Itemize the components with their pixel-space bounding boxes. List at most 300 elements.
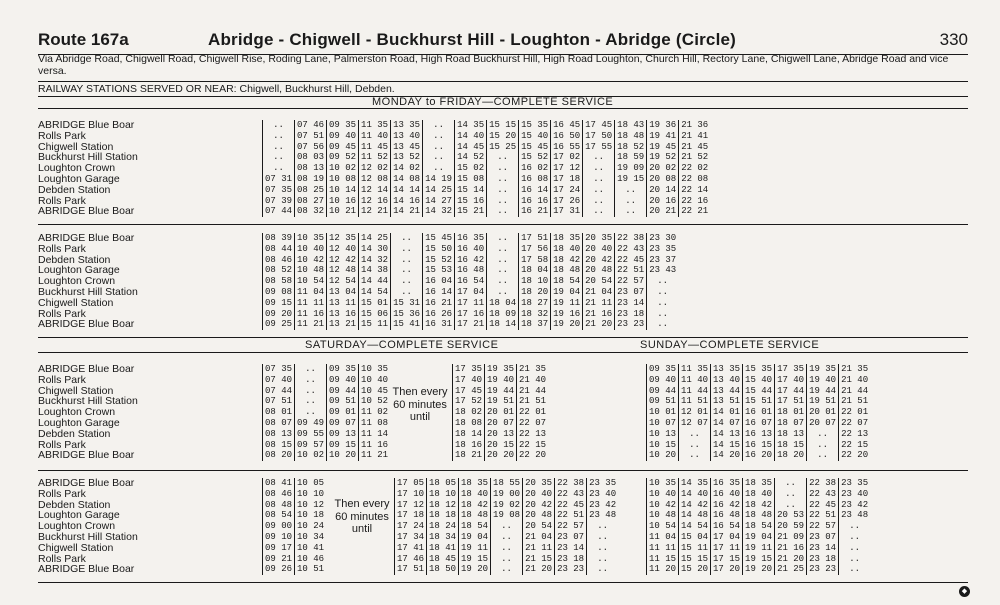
- time-cell: 19 35: [807, 364, 839, 375]
- time-cell: 19 11: [459, 543, 491, 554]
- time-cell: 11 20: [647, 564, 679, 575]
- time-cell: ..: [295, 386, 327, 397]
- stop-name: Buckhurst Hill Station: [38, 531, 138, 543]
- time-cell: 23 35: [587, 478, 619, 489]
- timetable-grid: [452, 364, 548, 461]
- time-cell: 23 48: [839, 510, 871, 521]
- stop-name: Buckhurst Hill Station: [38, 286, 138, 298]
- time-cell: ..: [775, 478, 807, 489]
- time-cell: 19 20: [551, 319, 583, 330]
- time-cell: 14 15: [711, 440, 743, 451]
- stop-name: Loughton Garage: [38, 510, 120, 522]
- stop-name: Rolls Park: [38, 308, 86, 320]
- time-cell: 22 20: [517, 450, 549, 461]
- time-cell: 17 04: [711, 532, 743, 543]
- time-cell: 10 51: [295, 564, 327, 575]
- time-cell: 14 07: [711, 418, 743, 429]
- time-cell: 16 54: [711, 521, 743, 532]
- time-cell: 18 54: [459, 521, 491, 532]
- table-row: [263, 429, 391, 440]
- time-cell: 10 46: [295, 554, 327, 565]
- time-cell: 18 34: [427, 532, 459, 543]
- table-row: [647, 407, 871, 418]
- timetable-sat-clockwise-b: [452, 364, 548, 461]
- time-cell: 10 42: [647, 500, 679, 511]
- time-cell: 18 18: [427, 510, 459, 521]
- time-cell: ..: [647, 298, 679, 309]
- time-cell: 14 42: [679, 500, 711, 511]
- time-cell: 10 54: [295, 276, 327, 287]
- timetable-sun-clockwise: [646, 364, 870, 461]
- time-cell: 14 19: [423, 174, 455, 185]
- time-cell: 19 15: [459, 554, 491, 565]
- time-cell: 09 44: [647, 386, 679, 397]
- time-cell: 08 32: [295, 206, 327, 217]
- time-cell: 09 49: [295, 418, 327, 429]
- time-cell: 14 48: [679, 510, 711, 521]
- time-cell: 18 35: [459, 478, 491, 489]
- table-row: [263, 450, 391, 461]
- time-cell: 20 35: [523, 478, 555, 489]
- time-cell: ..: [491, 521, 523, 532]
- time-cell: ..: [615, 196, 647, 207]
- time-cell: 11 04: [647, 532, 679, 543]
- time-cell: 21 40: [517, 375, 549, 386]
- table-row: [263, 418, 391, 429]
- time-cell: 22 02: [679, 163, 711, 174]
- time-cell: 14 02: [391, 163, 423, 174]
- time-cell: 10 02: [327, 163, 359, 174]
- stop-name: Rolls Park: [38, 130, 86, 142]
- time-cell: 08 13: [295, 163, 327, 174]
- time-cell: 16 14: [423, 287, 455, 298]
- table-row: [263, 309, 679, 320]
- time-cell: 16 16: [519, 196, 551, 207]
- time-cell: 20 21: [647, 206, 679, 217]
- time-cell: 16 45: [551, 120, 583, 131]
- time-cell: ..: [583, 185, 615, 196]
- time-cell: 07 56: [295, 142, 327, 153]
- time-cell: 18 35: [551, 233, 583, 244]
- time-cell: 14 01: [711, 407, 743, 418]
- time-cell: 19 00: [491, 489, 523, 500]
- table-row: [453, 440, 549, 451]
- time-cell: 22 57: [807, 521, 839, 532]
- time-cell: 07 44: [263, 386, 295, 397]
- time-cell: ..: [263, 131, 295, 142]
- frequency-note-sat-bottom: Then every 60 minutes until: [334, 498, 390, 535]
- time-cell: 09 40: [327, 131, 359, 142]
- time-cell: ..: [679, 429, 711, 440]
- time-cell: ..: [583, 152, 615, 163]
- time-cell: 21 45: [679, 142, 711, 153]
- time-cell: 13 51: [711, 396, 743, 407]
- time-cell: 17 40: [453, 375, 485, 386]
- time-cell: 17 56: [519, 244, 551, 255]
- table-row: [263, 386, 391, 397]
- time-cell: 16 08: [519, 174, 551, 185]
- time-cell: ..: [647, 319, 679, 330]
- time-cell: 19 08: [491, 510, 523, 521]
- table-row: [647, 429, 871, 440]
- time-cell: ..: [423, 163, 455, 174]
- timetable-grid: [262, 364, 390, 461]
- divider: [38, 224, 968, 225]
- time-cell: 22 51: [615, 265, 647, 276]
- time-cell: 17 41: [395, 543, 427, 554]
- stop-name: Chigwell Station: [38, 141, 114, 153]
- time-cell: 08 54: [263, 510, 295, 521]
- time-cell: 19 40: [807, 375, 839, 386]
- table-row: [263, 396, 391, 407]
- time-cell: 20 15: [485, 440, 517, 451]
- time-cell: 23 30: [647, 233, 679, 244]
- time-cell: 22 07: [517, 418, 549, 429]
- time-cell: 23 23: [615, 319, 647, 330]
- time-cell: 15 45: [519, 142, 551, 153]
- time-cell: ..: [583, 163, 615, 174]
- time-cell: 10 01: [647, 407, 679, 418]
- time-cell: 15 06: [359, 309, 391, 320]
- time-cell: 18 04: [487, 298, 519, 309]
- time-cell: 18 24: [427, 521, 459, 532]
- time-cell: 07 40: [263, 375, 295, 386]
- time-cell: 08 52: [263, 265, 295, 276]
- time-cell: 08 27: [295, 196, 327, 207]
- time-cell: 22 51: [807, 510, 839, 521]
- time-cell: 10 35: [295, 233, 327, 244]
- stop-name: Chigwell Station: [38, 297, 114, 309]
- time-cell: 11 40: [679, 375, 711, 386]
- time-cell: ..: [647, 276, 679, 287]
- time-cell: 14 25: [423, 185, 455, 196]
- table-row: [647, 418, 871, 429]
- time-cell: 09 57: [295, 440, 327, 451]
- time-cell: 21 25: [775, 564, 807, 575]
- time-cell: ..: [295, 364, 327, 375]
- time-cell: 18 43: [615, 120, 647, 131]
- time-cell: 18 48: [743, 510, 775, 521]
- timetable-grid: [262, 120, 710, 217]
- timetable-sat-anticlockwise-a: [262, 478, 326, 575]
- time-cell: 18 04: [519, 265, 551, 276]
- table-row: [647, 521, 871, 532]
- time-cell: 10 35: [647, 478, 679, 489]
- time-cell: ..: [679, 440, 711, 451]
- time-cell: 17 18: [395, 510, 427, 521]
- time-cell: 08 20: [263, 450, 295, 461]
- time-cell: 22 07: [839, 418, 871, 429]
- time-cell: 20 08: [647, 174, 679, 185]
- time-cell: 10 42: [295, 255, 327, 266]
- time-cell: 15 01: [359, 298, 391, 309]
- stop-name: ABRIDGE Blue Boar: [38, 450, 135, 462]
- table-row: [263, 142, 711, 153]
- time-cell: 22 57: [615, 276, 647, 287]
- time-cell: 11 21: [359, 450, 391, 461]
- table-row: [263, 375, 391, 386]
- time-cell: ..: [615, 206, 647, 217]
- time-cell: 18 40: [551, 244, 583, 255]
- time-cell: 20 16: [647, 196, 679, 207]
- time-cell: 15 44: [743, 386, 775, 397]
- time-cell: 14 35: [679, 478, 711, 489]
- time-cell: ..: [423, 152, 455, 163]
- time-cell: ..: [423, 120, 455, 131]
- time-cell: 19 02: [491, 500, 523, 511]
- timetable-grid: [262, 478, 326, 575]
- time-cell: 17 12: [551, 163, 583, 174]
- table-row: [395, 554, 619, 565]
- time-cell: 10 12: [295, 500, 327, 511]
- time-cell: ..: [295, 407, 327, 418]
- time-cell: 08 03: [295, 152, 327, 163]
- time-cell: 12 54: [327, 276, 359, 287]
- stop-name: ABRIDGE Blue Boar: [38, 319, 135, 331]
- time-cell: ..: [487, 276, 519, 287]
- time-cell: 09 13: [327, 429, 359, 440]
- time-cell: 22 43: [807, 489, 839, 500]
- time-cell: 18 54: [551, 276, 583, 287]
- time-cell: 18 07: [775, 418, 807, 429]
- stop-name: ABRIDGE Blue Boar: [38, 478, 135, 489]
- section-title-sunday: SUNDAY—COMPLETE SERVICE: [640, 339, 820, 351]
- time-cell: 20 02: [647, 163, 679, 174]
- time-cell: 16 54: [455, 276, 487, 287]
- time-cell: 22 20: [839, 450, 871, 461]
- time-cell: 17 58: [519, 255, 551, 266]
- time-cell: 07 51: [263, 396, 295, 407]
- time-cell: 20 01: [485, 407, 517, 418]
- time-cell: 21 52: [679, 152, 711, 163]
- time-cell: 19 45: [647, 142, 679, 153]
- time-cell: 15 51: [743, 396, 775, 407]
- timetable-grid: [262, 233, 678, 330]
- time-cell: 19 09: [615, 163, 647, 174]
- time-cell: 11 51: [679, 396, 711, 407]
- time-cell: 19 11: [743, 543, 775, 554]
- table-row: [647, 554, 871, 565]
- time-cell: 12 16: [359, 196, 391, 207]
- time-cell: 09 51: [327, 396, 359, 407]
- table-row: [395, 521, 619, 532]
- time-cell: 18 40: [743, 489, 775, 500]
- time-cell: 14 13: [711, 429, 743, 440]
- time-cell: 14 21: [391, 206, 423, 217]
- stops-anticlockwise-mf: [38, 233, 138, 330]
- time-cell: 16 35: [711, 478, 743, 489]
- time-cell: 18 52: [615, 142, 647, 153]
- time-cell: ..: [491, 554, 523, 565]
- time-cell: 21 41: [679, 131, 711, 142]
- time-cell: 09 00: [263, 521, 295, 532]
- table-row: [395, 532, 619, 543]
- time-cell: 17 51: [519, 233, 551, 244]
- time-cell: 08 46: [263, 255, 295, 266]
- table-row: [263, 564, 327, 575]
- table-row: [453, 364, 549, 375]
- time-cell: ..: [487, 233, 519, 244]
- time-cell: 07 35: [263, 364, 295, 375]
- timetable-mf-clockwise: [262, 120, 710, 217]
- time-cell: 11 21: [295, 319, 327, 330]
- time-cell: 22 01: [839, 407, 871, 418]
- time-cell: 22 43: [555, 489, 587, 500]
- time-cell: 12 35: [327, 233, 359, 244]
- time-cell: ..: [263, 163, 295, 174]
- time-cell: 20 42: [523, 500, 555, 511]
- time-cell: 17 52: [453, 396, 485, 407]
- time-cell: 21 11: [583, 298, 615, 309]
- table-row: [263, 276, 679, 287]
- time-cell: 16 13: [743, 429, 775, 440]
- time-cell: ..: [587, 564, 619, 575]
- table-row: [395, 489, 619, 500]
- time-cell: 15 41: [391, 319, 423, 330]
- time-cell: 14 16: [391, 196, 423, 207]
- time-cell: 10 02: [295, 450, 327, 461]
- time-cell: 14 27: [423, 196, 455, 207]
- time-cell: 10 14: [327, 185, 359, 196]
- time-cell: 15 11: [359, 319, 391, 330]
- time-cell: 12 21: [359, 206, 391, 217]
- time-cell: 10 54: [647, 521, 679, 532]
- time-cell: 11 08: [359, 418, 391, 429]
- time-cell: 07 31: [263, 174, 295, 185]
- table-row: [453, 396, 549, 407]
- table-row: [263, 319, 679, 330]
- time-cell: 20 54: [583, 276, 615, 287]
- time-cell: 08 13: [263, 429, 295, 440]
- time-cell: 20 13: [485, 429, 517, 440]
- time-cell: 11 16: [295, 309, 327, 320]
- time-cell: 16 20: [743, 450, 775, 461]
- time-cell: 15 40: [743, 375, 775, 386]
- time-cell: 18 37: [519, 319, 551, 330]
- time-cell: 14 08: [391, 174, 423, 185]
- time-cell: 16 07: [743, 418, 775, 429]
- time-cell: 23 37: [647, 255, 679, 266]
- table-row: [647, 450, 871, 461]
- table-row: [263, 174, 711, 185]
- time-cell: ..: [491, 543, 523, 554]
- time-cell: 09 44: [327, 386, 359, 397]
- time-cell: 14 44: [359, 276, 391, 287]
- time-cell: 18 27: [519, 298, 551, 309]
- table-row: [453, 375, 549, 386]
- time-cell: 10 16: [327, 196, 359, 207]
- table-row: [263, 265, 679, 276]
- time-cell: 12 40: [327, 244, 359, 255]
- time-cell: 07 39: [263, 196, 295, 207]
- stop-name: Rolls Park: [38, 243, 86, 255]
- time-cell: 22 21: [679, 206, 711, 217]
- time-cell: ..: [487, 174, 519, 185]
- time-cell: 14 38: [359, 265, 391, 276]
- table-row: [453, 386, 549, 397]
- time-cell: 21 15: [523, 554, 555, 565]
- stop-name: Debden Station: [38, 254, 111, 266]
- time-cell: 20 59: [775, 521, 807, 532]
- time-cell: 23 43: [647, 265, 679, 276]
- time-cell: 11 04: [295, 287, 327, 298]
- timetable-grid: [646, 364, 870, 461]
- time-cell: 15 21: [455, 206, 487, 217]
- table-row: [263, 489, 327, 500]
- time-cell: 18 40: [459, 489, 491, 500]
- time-cell: 09 25: [263, 319, 295, 330]
- time-cell: 22 16: [679, 196, 711, 207]
- time-cell: 14 32: [423, 206, 455, 217]
- time-cell: 22 38: [555, 478, 587, 489]
- time-cell: 16 04: [423, 276, 455, 287]
- time-cell: 18 41: [427, 543, 459, 554]
- time-cell: ..: [775, 489, 807, 500]
- time-cell: 21 44: [517, 386, 549, 397]
- stop-name: Chigwell Station: [38, 385, 114, 397]
- table-row: [263, 120, 711, 131]
- time-cell: 22 15: [839, 440, 871, 451]
- time-cell: 22 38: [615, 233, 647, 244]
- time-cell: ..: [487, 196, 519, 207]
- time-cell: 15 25: [487, 142, 519, 153]
- time-cell: 09 15: [327, 440, 359, 451]
- time-cell: 09 08: [263, 287, 295, 298]
- time-cell: 09 51: [647, 396, 679, 407]
- time-cell: 15 16: [455, 196, 487, 207]
- time-cell: ..: [487, 163, 519, 174]
- time-cell: 16 01: [743, 407, 775, 418]
- table-row: [263, 206, 711, 217]
- time-cell: 17 16: [455, 309, 487, 320]
- time-cell: 21 16: [775, 543, 807, 554]
- time-cell: 11 15: [647, 554, 679, 565]
- time-cell: 14 54: [679, 521, 711, 532]
- time-cell: 09 01: [327, 407, 359, 418]
- stop-name: Loughton Garage: [38, 265, 120, 277]
- stop-name: ABRIDGE Blue Boar: [38, 564, 135, 576]
- time-cell: 18 48: [615, 131, 647, 142]
- time-cell: 21 16: [583, 309, 615, 320]
- time-cell: ..: [839, 564, 871, 575]
- time-cell: 22 45: [555, 500, 587, 511]
- table-row: [395, 564, 619, 575]
- time-cell: 14 40: [679, 489, 711, 500]
- table-row: [395, 500, 619, 511]
- stop-name: Loughton Garage: [38, 173, 120, 185]
- time-cell: 17 44: [775, 386, 807, 397]
- time-cell: 17 05: [395, 478, 427, 489]
- time-cell: 11 44: [679, 386, 711, 397]
- time-cell: 22 45: [807, 500, 839, 511]
- route-via-text: Via Abridge Road, Chigwell Road, Chigwell Rise, Roding Lane, Palmerston Road, High Road Buckhurst Hill, High Road Loughton, Church Hill, Rectory Lane, Chigwell Lane, Abridge Road and vice versa.: [38, 53, 949, 77]
- table-row: [453, 429, 549, 440]
- stop-name: Rolls Park: [38, 553, 86, 565]
- time-cell: 18 16: [453, 440, 485, 451]
- time-cell: ..: [491, 532, 523, 543]
- table-row: [453, 418, 549, 429]
- time-cell: 22 08: [679, 174, 711, 185]
- time-cell: 11 11: [295, 298, 327, 309]
- time-cell: 10 10: [295, 489, 327, 500]
- time-cell: 11 11: [647, 543, 679, 554]
- time-cell: 21 51: [517, 396, 549, 407]
- time-cell: ..: [807, 450, 839, 461]
- time-cell: 22 51: [555, 510, 587, 521]
- time-cell: 16 35: [455, 233, 487, 244]
- time-cell: 08 58: [263, 276, 295, 287]
- time-cell: 19 51: [485, 396, 517, 407]
